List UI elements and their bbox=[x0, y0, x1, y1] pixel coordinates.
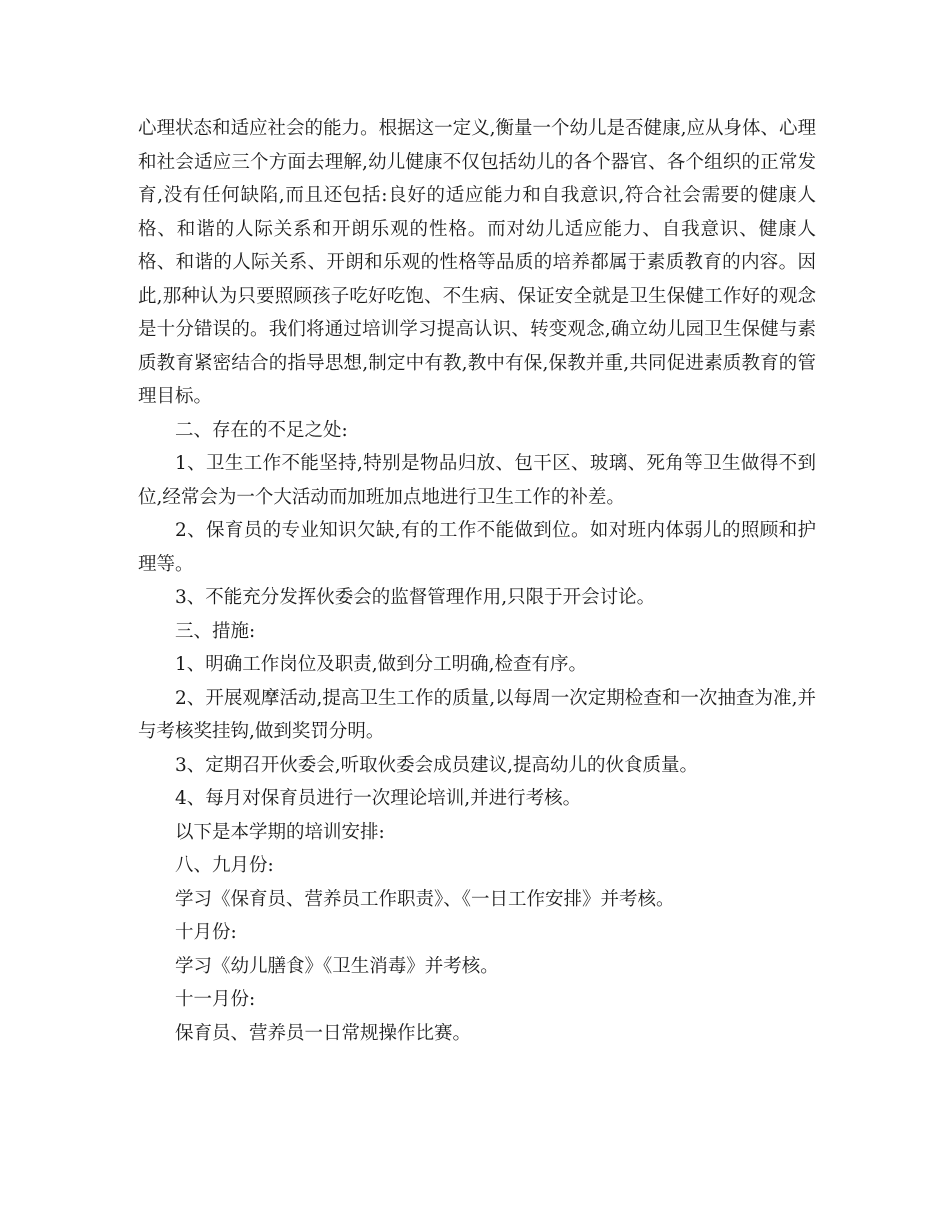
shortcoming-item-2: 2、保育员的专业知识欠缺,有的工作不能做到位。如对班内体弱儿的照顾和护理等。 bbox=[138, 520, 816, 575]
document-body bbox=[138, 112, 816, 1050]
schedule-task-nov: 保育员、营养员一日常规操作比赛。 bbox=[175, 1022, 472, 1044]
measure-item-3: 3、定期召开伙委会,听取伙委会成员建议,提高幼儿的伙食质量。 bbox=[175, 754, 699, 776]
schedule-task-aug-sep: 学习《保育员、营养员工作职责》、《一日工作安排》并考核。 bbox=[175, 888, 675, 910]
schedule-month-oct: 十月份: bbox=[175, 922, 237, 943]
shortcoming-item-3: 3、不能充分发挥伙委会的监督管理作用,只限于开会讨论。 bbox=[175, 587, 656, 608]
measure-item-2: 2、开展观摩活动,提高卫生工作的质量,以每周一次定期检查和一次抽查为准,并与考核奖挂钩,做到奖罚分明。 bbox=[138, 687, 816, 742]
measure-item-1: 1、明确工作岗位及职责,做到分工明确,检查有序。 bbox=[175, 654, 588, 675]
heading-measures: 三、措施: bbox=[175, 620, 256, 642]
schedule-month-aug-sep: 八、九月份: bbox=[175, 855, 274, 876]
paragraph-intro: 心理状态和适应社会的能力。根据这一定义,衡量一个幼儿是否健康,应从身体、心理和社会适应三个方面去理解,幼儿健康不仅包括幼儿的各个器官、各个组织的正常发育,没有任何缺陷,而且还包括:良好的适应能力和自我意识,符合社会需要的健康人格、和谐的人际关系和开朗乐观的性格。而对幼儿适应能力、自我意识、健康人格、和谐的人际关系、开朗和乐观的性格等品质的培养都属于素质教育的内容。因此,那种认为只要照顾孩子吃好吃饱、不生病、保证安全就是卫生保健工作好的观念是十分错误的。我们将通过培训学习提高认识、转变观念,确立幼儿园卫生保健与素质教育紧密结合的指导思想,制定中有教,教中有保,保教并重,共同促进素质教育的管理目标。 bbox=[138, 118, 816, 407]
training-schedule-intro: 以下是本学期的培训安排: bbox=[175, 821, 385, 843]
schedule-month-nov: 十一月份: bbox=[175, 989, 256, 1010]
schedule-task-oct: 学习《幼儿膳食》《卫生消毒》并考核。 bbox=[175, 955, 499, 977]
heading-shortcomings: 二、存在的不足之处: bbox=[175, 419, 348, 441]
measure-item-4: 4、每月对保育员进行一次理论培训,并进行考核。 bbox=[175, 788, 582, 809]
shortcoming-item-1: 1、卫生工作不能坚持,特别是物品归放、包干区、玻璃、死角等卫生做得不到位,经常会为一个大活动而加班加点地进行卫生工作的补差。 bbox=[138, 453, 816, 508]
